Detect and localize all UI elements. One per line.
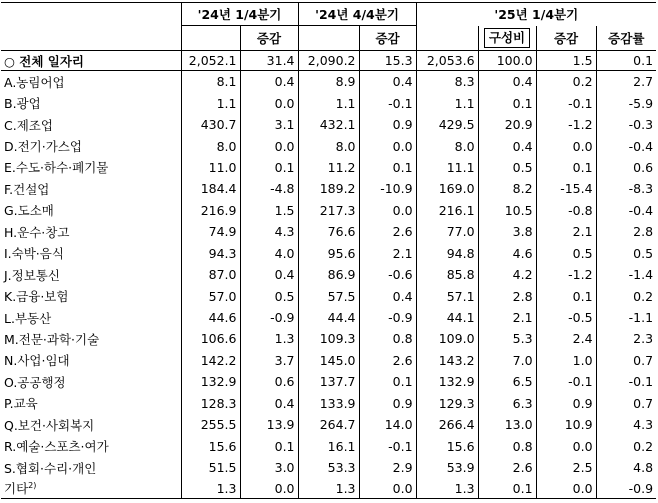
row-label: Q.보건·사회복지	[4, 417, 95, 433]
cell-c3: 1.3	[298, 478, 359, 499]
row-label: L.부동산	[4, 310, 52, 326]
cell-c4: 0.0	[359, 200, 416, 221]
cell-c5: 8.0	[416, 135, 478, 156]
cell-c5: 11.1	[416, 157, 478, 178]
cell-c7: -0.1	[536, 371, 596, 392]
cell-c3: 133.9	[298, 393, 359, 414]
cell-c1: 128.3	[181, 393, 240, 414]
header-change-3: 증감	[536, 26, 596, 51]
cell-c4: 2.1	[359, 243, 416, 264]
header-corner	[1, 3, 181, 26]
cell-c6: 0.8	[478, 435, 536, 456]
cell-c4: -0.1	[359, 92, 416, 113]
total-c7: 1.5	[536, 51, 596, 71]
cell-c5: 216.1	[416, 200, 478, 221]
cell-c3: 86.9	[298, 264, 359, 285]
table-row	[1, 178, 656, 199]
row-label: P.교육	[4, 396, 38, 412]
header-row-subcolumns	[1, 26, 656, 51]
cell-c6: 6.5	[478, 371, 536, 392]
total-c4: 15.3	[359, 51, 416, 71]
cell-c8: -0.4	[596, 200, 656, 221]
cell-c4: 0.9	[359, 114, 416, 135]
cell-c8: 0.7	[596, 393, 656, 414]
cell-c6: 0.4	[478, 71, 536, 93]
cell-c4: 0.0	[359, 135, 416, 156]
cell-c4: -0.9	[359, 307, 416, 328]
cell-c5: 109.0	[416, 328, 478, 349]
cell-c1: 132.9	[181, 371, 240, 392]
table-row	[1, 221, 656, 242]
cell-c3: 8.0	[298, 135, 359, 156]
cell-c1: 74.9	[181, 221, 240, 242]
cell-c1: 255.5	[181, 414, 240, 435]
cell-c4: 0.1	[359, 371, 416, 392]
cell-c2: 4.3	[240, 221, 298, 242]
cell-c1: 1.3	[181, 478, 240, 499]
row-label: R.예술·스포츠·여가	[4, 439, 109, 455]
cell-c2: 0.5	[240, 285, 298, 306]
row-label: I.숙박·음식	[4, 246, 64, 262]
cell-c6: 5.3	[478, 328, 536, 349]
jobs-by-industry-table	[1, 2, 656, 499]
header-row-periods	[1, 3, 656, 26]
cell-c8: 4.3	[596, 414, 656, 435]
cell-c7: 0.9	[536, 393, 596, 414]
cell-c2: 0.0	[240, 478, 298, 499]
cell-c7: 0.5	[536, 243, 596, 264]
row-label: J.정보통신	[4, 267, 60, 283]
cell-c3: 432.1	[298, 114, 359, 135]
cell-c3: 53.3	[298, 457, 359, 478]
table-row	[1, 157, 656, 178]
row-label: H.운수·창고	[4, 224, 70, 240]
header-change-1: 증감	[240, 26, 298, 51]
cell-c5: 77.0	[416, 221, 478, 242]
other-label-text: 기타	[4, 481, 29, 497]
cell-c1: 44.6	[181, 307, 240, 328]
cell-c3: 57.5	[298, 285, 359, 306]
cell-c7: -0.8	[536, 200, 596, 221]
row-label: O.공공행정	[4, 374, 66, 390]
cell-c2: 0.0	[240, 92, 298, 113]
cell-c1: 1.1	[181, 92, 240, 113]
cell-c2: 0.1	[240, 157, 298, 178]
table-row	[1, 307, 656, 328]
header-period-2: '24년 4/4분기	[298, 3, 416, 26]
table-row	[1, 285, 656, 306]
cell-c1: 216.9	[181, 200, 240, 221]
table-row	[1, 350, 656, 371]
cell-c6: 20.9	[478, 114, 536, 135]
table-row	[1, 393, 656, 414]
cell-c6: 0.4	[478, 135, 536, 156]
header-period-3: '25년 1/4분기	[416, 3, 656, 26]
cell-c3: 95.6	[298, 243, 359, 264]
row-label: A.농림어업	[4, 74, 65, 90]
cell-c3: 44.4	[298, 307, 359, 328]
cell-c4: -0.1	[359, 435, 416, 456]
cell-c8: -5.9	[596, 92, 656, 113]
cell-c5: 132.9	[416, 371, 478, 392]
cell-c1: 8.1	[181, 71, 240, 93]
cell-c1: 57.0	[181, 285, 240, 306]
cell-c3: 76.6	[298, 221, 359, 242]
cell-c8: 4.8	[596, 457, 656, 478]
cell-c8: -0.3	[596, 114, 656, 135]
cell-c2: 0.4	[240, 393, 298, 414]
header-rate: 증감률	[596, 26, 656, 51]
header-share	[478, 26, 536, 51]
cell-c5: 44.1	[416, 307, 478, 328]
cell-c7: 0.1	[536, 157, 596, 178]
cell-c8: 2.7	[596, 71, 656, 93]
cell-c4: -10.9	[359, 178, 416, 199]
cell-c6: 10.5	[478, 200, 536, 221]
cell-c1: 87.0	[181, 264, 240, 285]
cell-c7: 2.1	[536, 221, 596, 242]
cell-c4: 14.0	[359, 414, 416, 435]
cell-c7: 2.4	[536, 328, 596, 349]
table-row	[1, 71, 656, 93]
row-label: N.사업·임대	[4, 353, 70, 369]
cell-c6: 2.1	[478, 307, 536, 328]
cell-c7: 0.2	[536, 71, 596, 93]
cell-c8: 0.6	[596, 157, 656, 178]
cell-c6: 3.8	[478, 221, 536, 242]
cell-c7: -0.1	[536, 92, 596, 113]
table-row	[1, 371, 656, 392]
total-label: ○ 전체 일자리	[1, 51, 181, 71]
table-row	[1, 435, 656, 456]
cell-c4: 0.4	[359, 285, 416, 306]
cell-c8: 0.2	[596, 435, 656, 456]
total-row	[1, 51, 656, 71]
cell-c2: 4.0	[240, 243, 298, 264]
total-c8: 0.1	[596, 51, 656, 71]
row-label: S.협회·수리·개인	[4, 460, 97, 476]
cell-c3: 8.9	[298, 71, 359, 93]
cell-c2: 0.4	[240, 264, 298, 285]
cell-c3: 1.1	[298, 92, 359, 113]
cell-c6: 8.2	[478, 178, 536, 199]
cell-c7: 1.0	[536, 350, 596, 371]
cell-c6: 0.5	[478, 157, 536, 178]
cell-c7: -0.5	[536, 307, 596, 328]
cell-c2: 0.6	[240, 371, 298, 392]
cell-c3: 264.7	[298, 414, 359, 435]
cell-c2: 0.1	[240, 435, 298, 456]
total-c3: 2,090.2	[298, 51, 359, 71]
cell-c6: 2.8	[478, 285, 536, 306]
cell-c2: 0.0	[240, 135, 298, 156]
cell-c2: 0.4	[240, 71, 298, 93]
cell-c5: 429.5	[416, 114, 478, 135]
cell-c6: 4.6	[478, 243, 536, 264]
cell-c8: 0.7	[596, 350, 656, 371]
cell-c5: 15.6	[416, 435, 478, 456]
cell-c4: -0.6	[359, 264, 416, 285]
cell-c3: 11.2	[298, 157, 359, 178]
cell-c4: 2.6	[359, 350, 416, 371]
cell-c1: 11.0	[181, 157, 240, 178]
cell-c5: 94.8	[416, 243, 478, 264]
cell-c8: -1.1	[596, 307, 656, 328]
table-row	[1, 92, 656, 113]
header-blank-3	[416, 26, 478, 51]
cell-c5: 129.3	[416, 393, 478, 414]
cell-c7: -1.2	[536, 114, 596, 135]
cell-c3: 109.3	[298, 328, 359, 349]
row-label-other	[1, 478, 181, 499]
industry-rows	[1, 71, 656, 479]
cell-c6: 0.1	[478, 478, 536, 499]
cell-c5: 143.2	[416, 350, 478, 371]
cell-c4: 2.6	[359, 221, 416, 242]
cell-c4: 0.8	[359, 328, 416, 349]
cell-c5: 169.0	[416, 178, 478, 199]
cell-c7: -1.2	[536, 264, 596, 285]
cell-c3: 217.3	[298, 200, 359, 221]
cell-c7: 0.0	[536, 478, 596, 499]
cell-c7: 2.5	[536, 457, 596, 478]
cell-c8: 0.5	[596, 243, 656, 264]
cell-c1: 15.6	[181, 435, 240, 456]
cell-c6: 7.0	[478, 350, 536, 371]
header-corner-lower	[1, 26, 181, 51]
cell-c2: 3.1	[240, 114, 298, 135]
cell-c4: 2.9	[359, 457, 416, 478]
table-row	[1, 414, 656, 435]
cell-c1: 106.6	[181, 328, 240, 349]
cell-c8: -8.3	[596, 178, 656, 199]
cell-c6: 4.2	[478, 264, 536, 285]
row-label: K.금융·보험	[4, 289, 69, 305]
cell-c8: 0.2	[596, 285, 656, 306]
cell-c3: 137.7	[298, 371, 359, 392]
header-change-2: 증감	[359, 26, 416, 51]
cell-c5: 266.4	[416, 414, 478, 435]
table-row	[1, 114, 656, 135]
cell-c6: 13.0	[478, 414, 536, 435]
table-row	[1, 328, 656, 349]
row-label: M.전문·과학·기술	[4, 331, 100, 347]
cell-c3: 16.1	[298, 435, 359, 456]
cell-c4: 0.9	[359, 393, 416, 414]
row-label: D.전기·가스업	[4, 139, 82, 155]
header-share-label: 구성비	[484, 28, 530, 48]
total-c5: 2,053.6	[416, 51, 478, 71]
table-row-other	[1, 478, 656, 499]
cell-c6: 6.3	[478, 393, 536, 414]
cell-c1: 8.0	[181, 135, 240, 156]
cell-c2: 3.0	[240, 457, 298, 478]
cell-c4: 0.1	[359, 157, 416, 178]
cell-c8: -0.4	[596, 135, 656, 156]
cell-c6: 0.1	[478, 92, 536, 113]
cell-c4: 0.0	[359, 478, 416, 499]
total-c6: 100.0	[478, 51, 536, 71]
cell-c5: 85.8	[416, 264, 478, 285]
cell-c8: -0.9	[596, 478, 656, 499]
cell-c7: 10.9	[536, 414, 596, 435]
cell-c1: 142.2	[181, 350, 240, 371]
row-label: E.수도·하수·폐기물	[4, 160, 109, 176]
cell-c8: 2.3	[596, 328, 656, 349]
cell-c2: -0.9	[240, 307, 298, 328]
table-row	[1, 457, 656, 478]
cell-c8: -1.4	[596, 264, 656, 285]
table-row	[1, 243, 656, 264]
cell-c2: -4.8	[240, 178, 298, 199]
cell-c7: 0.0	[536, 435, 596, 456]
row-label: B.광업	[4, 96, 41, 112]
cell-c5: 53.9	[416, 457, 478, 478]
table-row	[1, 200, 656, 221]
table-row	[1, 135, 656, 156]
header-period-1: '24년 1/4분기	[181, 3, 298, 26]
cell-c5: 1.1	[416, 92, 478, 113]
header-blank-2	[298, 26, 359, 51]
row-label: G.도소매	[4, 203, 54, 219]
cell-c1: 430.7	[181, 114, 240, 135]
table-row	[1, 264, 656, 285]
cell-c7: -15.4	[536, 178, 596, 199]
total-c2: 31.4	[240, 51, 298, 71]
cell-c7: 0.0	[536, 135, 596, 156]
cell-c4: 0.4	[359, 71, 416, 93]
cell-c3: 189.2	[298, 178, 359, 199]
row-label: C.제조업	[4, 117, 53, 133]
cell-c1: 184.4	[181, 178, 240, 199]
cell-c8: 2.8	[596, 221, 656, 242]
cell-c5: 57.1	[416, 285, 478, 306]
cell-c5: 8.3	[416, 71, 478, 93]
cell-c3: 145.0	[298, 350, 359, 371]
cell-c2: 1.5	[240, 200, 298, 221]
cell-c2: 1.3	[240, 328, 298, 349]
cell-c1: 94.3	[181, 243, 240, 264]
cell-c2: 13.9	[240, 414, 298, 435]
cell-c7: 0.1	[536, 285, 596, 306]
cell-c2: 3.7	[240, 350, 298, 371]
cell-c1: 51.5	[181, 457, 240, 478]
cell-c8: -0.1	[596, 371, 656, 392]
total-c1: 2,052.1	[181, 51, 240, 71]
row-label: F.건설업	[4, 181, 50, 197]
footnote-marker: 2)	[28, 481, 37, 491]
cell-c6: 2.6	[478, 457, 536, 478]
cell-c5: 1.3	[416, 478, 478, 499]
header-blank-1	[181, 26, 240, 51]
